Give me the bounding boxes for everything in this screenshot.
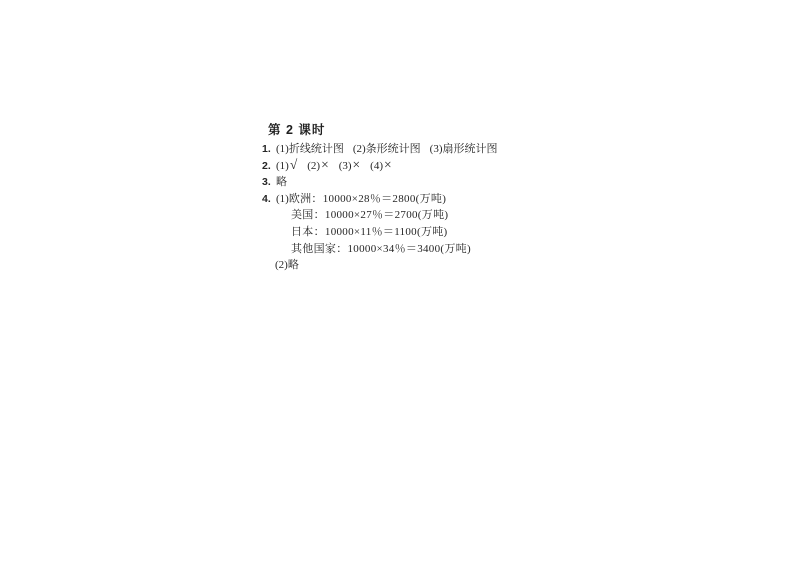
answer-segment: (3)扇形统计图 [429, 143, 498, 155]
part-2-row [275, 257, 522, 274]
lesson-heading: 第 2 课时 [268, 123, 326, 137]
question-2-row [262, 158, 522, 175]
answer-pair [276, 158, 297, 175]
question-4-row [262, 191, 522, 208]
answer-pair [370, 158, 391, 175]
answer-pair [339, 158, 360, 175]
answer-label: (1) [276, 159, 289, 172]
part-label: (1) [276, 192, 289, 205]
calculation-line: 其他国家：10000×34％＝3400(万吨) [291, 242, 471, 255]
item-number-4: 4. [262, 192, 271, 205]
calculation-line: 日本：10000×11％＝1100(万吨) [291, 225, 448, 238]
answer-label: (4) [370, 159, 383, 172]
answer-segment: (2)条形统计图 [352, 143, 421, 155]
cross-mark: × [352, 156, 361, 172]
question-1-row [262, 141, 522, 158]
answer-omitted: (2)略 [275, 259, 299, 272]
answer-segment: (1)折线统计图 [276, 143, 344, 155]
calculation-line: 美国：10000×27％＝2700(万吨) [291, 209, 449, 222]
cross-mark: × [383, 156, 392, 172]
cross-mark: × [321, 156, 329, 172]
calculation-row [291, 224, 522, 241]
item-number-3: 3. [262, 176, 271, 189]
calculation-line: 欧洲：10000×28％＝2800(万吨) [288, 192, 447, 205]
item-number-2: 2. [262, 159, 271, 172]
check-mark: √ [289, 156, 298, 172]
calculation-row [291, 207, 522, 224]
answer-pair [307, 158, 328, 175]
calculation-row [291, 241, 522, 258]
answer-omitted: 略 [276, 176, 287, 189]
item-number-1: 1. [262, 143, 271, 155]
question-3-row [262, 174, 522, 191]
answer-block [262, 123, 522, 274]
answer-label: (2) [307, 159, 321, 172]
answer-label: (3) [338, 159, 352, 172]
